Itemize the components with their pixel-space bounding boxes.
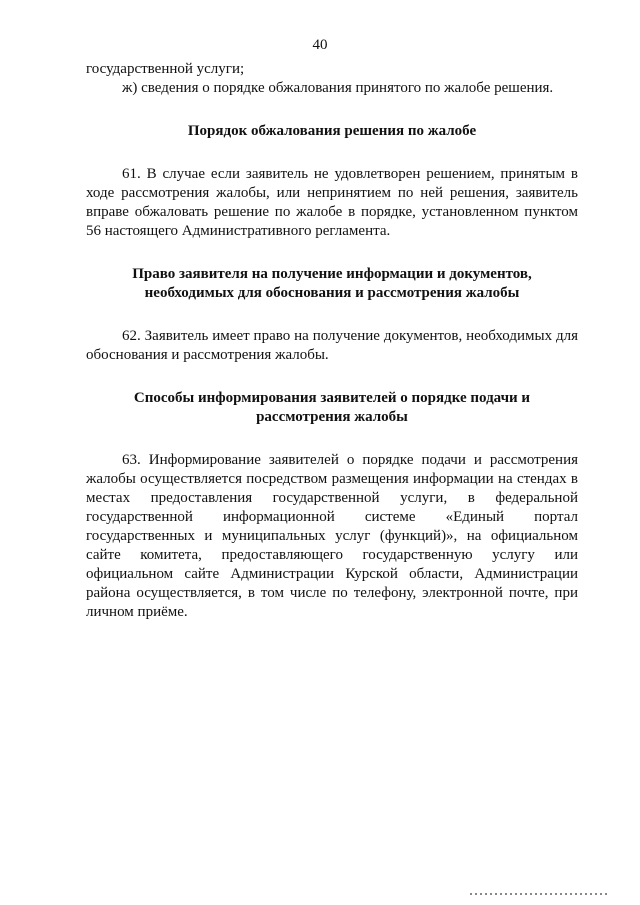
page-number: 40 — [312, 37, 328, 53]
heading-line: рассмотрения жалобы — [256, 409, 408, 425]
heading-line: необходимых для обоснования и рассмотрения жалобы — [144, 285, 520, 301]
section-heading-informing-methods — [86, 389, 578, 427]
paragraph-63: 63. Информирование заявителей о порядке подачи и рассмотрения жалобы осуществляется посредством размещения информации на стендах в местах предоставления государственной услуги, в федеральной государственной информационной системе «Единый портал государственных и муниципальных услуг (функций)», на официальном сайте комитета, предоставляющего государственную услугу или официальном сайте Администрации Курской области, Администрации района осуществляется, в том числе по телефону, электронной почте, при личном приёме. — [86, 452, 578, 620]
heading-line: Право заявителя на получение информации и документов, — [132, 266, 532, 282]
heading-line: Способы информирования заявителей о порядке подачи и — [133, 390, 531, 406]
paragraph-62: 62. Заявитель имеет право на получение документов, необходимых для обоснования и рассмотрения жалобы. — [86, 328, 578, 363]
section-heading-right-to-info — [86, 265, 578, 303]
intro-line-1: государственной услуги; — [86, 61, 245, 77]
document-body — [86, 60, 578, 622]
scan-edge-mark — [470, 893, 610, 895]
intro-line-2: ж) сведения о порядке обжалования принятого по жалобе решения. — [122, 80, 554, 96]
section-heading-appeal-decision: Порядок обжалования решения по жалобе — [187, 123, 477, 139]
paragraph-61: 61. В случае если заявитель не удовлетворен решением, принятым в ходе рассмотрения жалобы, или непринятием по ней решения, заявитель вправе обжаловать решение по жалобе в порядке, установленном пунктом 56 настоящего Административного регламента. — [86, 166, 578, 239]
